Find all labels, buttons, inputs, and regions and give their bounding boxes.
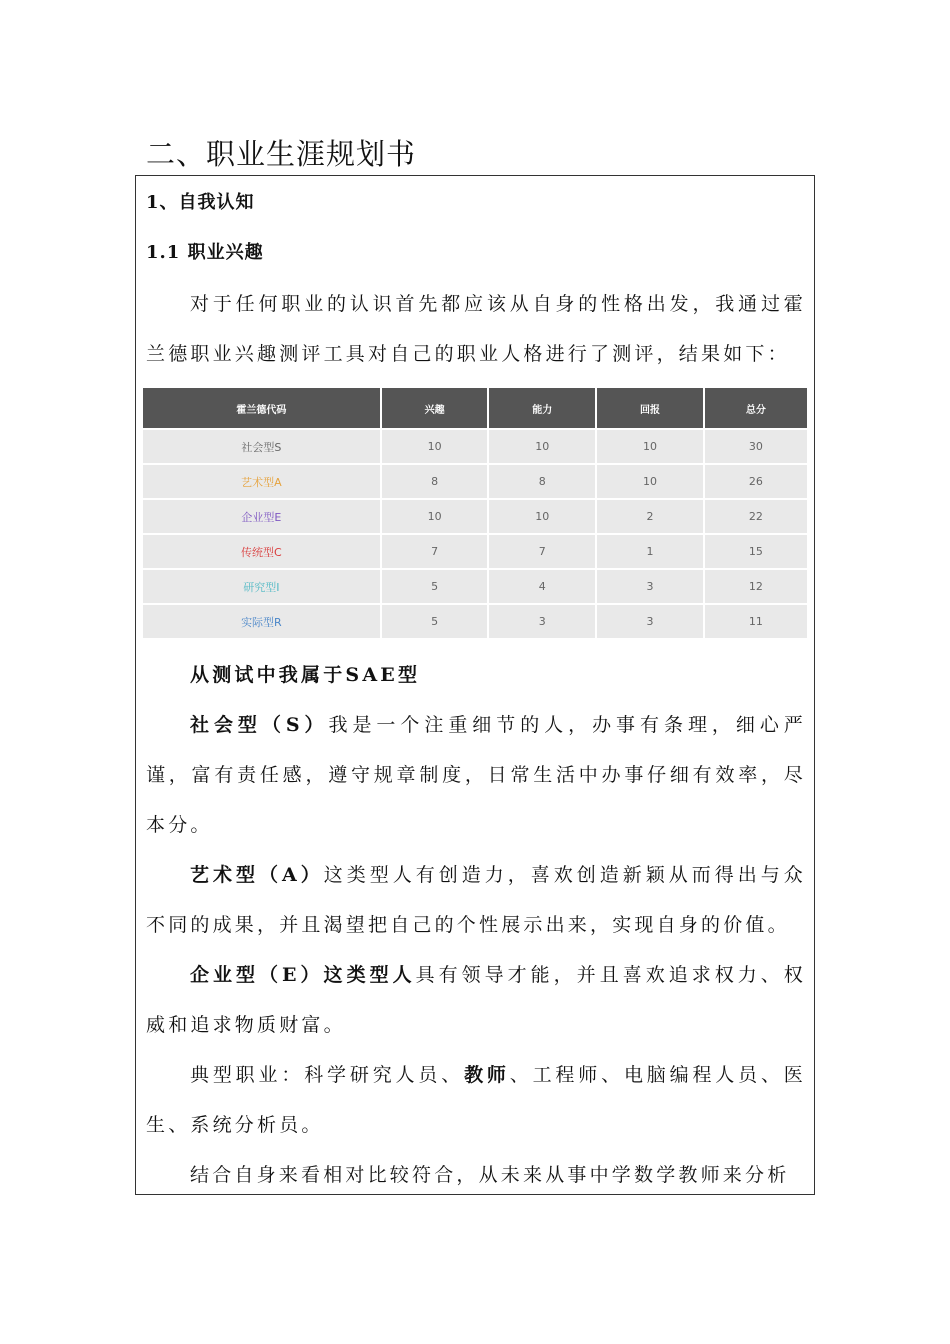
- score-cell: 7: [488, 534, 596, 569]
- enterprise-label: 企业型（E）这类型人: [190, 964, 416, 986]
- table-row: [143, 604, 807, 638]
- table-header-row: [143, 388, 807, 429]
- score-cell: 7: [381, 534, 489, 569]
- score-cell: 10: [488, 499, 596, 534]
- result-line: [146, 650, 806, 700]
- holland-table: [143, 388, 807, 638]
- jobs-suffix: 、工程师、电脑编程人员、医生、系统分析员。: [146, 1064, 807, 1136]
- art-label: 艺术型（A）: [190, 864, 324, 886]
- result-text: 从测试中我属于SAE型: [190, 664, 421, 686]
- enterprise-text: 具有领导才能，并且喜欢追求权力、权威和追求物质财富。: [146, 964, 807, 1036]
- holland-type-cell: 社会型S: [143, 429, 381, 464]
- art-text: 这类型人有创造力，喜欢创造新颖从而得出与众不同的成果，并且渴望把自己的个性展示出来，实现自身的价值。: [146, 864, 807, 936]
- score-cell: 30: [704, 429, 807, 464]
- score-cell: 1: [596, 534, 704, 569]
- score-cell: 10: [488, 429, 596, 464]
- score-cell: 8: [381, 464, 489, 499]
- col-header: 总分: [704, 388, 807, 429]
- score-cell: 8: [488, 464, 596, 499]
- score-cell: 22: [704, 499, 807, 534]
- score-cell: 10: [381, 429, 489, 464]
- col-header: 能力: [488, 388, 596, 429]
- page-title: 二、职业生涯规划书: [146, 137, 417, 171]
- table-row: [143, 569, 807, 604]
- holland-type-cell: 传统型C: [143, 534, 381, 569]
- intro-paragraph: 对于任何职业的认识首先都应该从自身的性格出发，我通过霍兰德职业兴趣测评工具对自己的职业人格进行了测评，结果如下：: [146, 293, 806, 365]
- score-cell: 12: [704, 569, 807, 604]
- heading-career-interest: 1.1 职业兴趣: [146, 242, 264, 263]
- col-header: 回报: [596, 388, 704, 429]
- col-header: 霍兰德代码: [143, 388, 381, 429]
- table-row: [143, 429, 807, 464]
- jobs-paragraph: [146, 1050, 806, 1150]
- social-label: 社会型（S）: [190, 714, 329, 736]
- score-cell: 26: [704, 464, 807, 499]
- score-cell: 3: [596, 604, 704, 638]
- enterprise-paragraph: [146, 950, 806, 1050]
- holland-type-cell: 实际型R: [143, 604, 381, 638]
- holland-type-cell: 研究型I: [143, 569, 381, 604]
- social-paragraph: [146, 700, 806, 850]
- jobs-prefix: 典型职业：科学研究人员、: [190, 1064, 465, 1086]
- score-cell: 3: [488, 604, 596, 638]
- score-cell: 10: [381, 499, 489, 534]
- score-cell: 10: [596, 429, 704, 464]
- score-cell: 5: [381, 604, 489, 638]
- score-cell: 15: [704, 534, 807, 569]
- jobs-bold: 教师: [464, 1064, 510, 1086]
- score-cell: 3: [596, 569, 704, 604]
- score-cell: 10: [596, 464, 704, 499]
- heading-self-awareness: 1、自我认知: [146, 192, 255, 213]
- table-row: [143, 499, 807, 534]
- score-cell: 4: [488, 569, 596, 604]
- content-box: [135, 175, 815, 1195]
- art-paragraph: [146, 850, 806, 950]
- social-text: 我是一个注重细节的人，办事有条理，细心严谨，富有责任感，遵守规章制度，日常生活中办事仔细有效率，尽本分。: [146, 714, 806, 836]
- score-cell: 11: [704, 604, 807, 638]
- score-cell: 2: [596, 499, 704, 534]
- table-row: [143, 464, 807, 499]
- conclusion-paragraph: 结合自身来看相对比较符合，从未来从事中学数学教师来分析: [190, 1164, 790, 1186]
- table-row: [143, 534, 807, 569]
- holland-type-cell: 艺术型A: [143, 464, 381, 499]
- score-cell: 5: [381, 569, 489, 604]
- col-header: 兴趣: [381, 388, 489, 429]
- holland-type-cell: 企业型E: [143, 499, 381, 534]
